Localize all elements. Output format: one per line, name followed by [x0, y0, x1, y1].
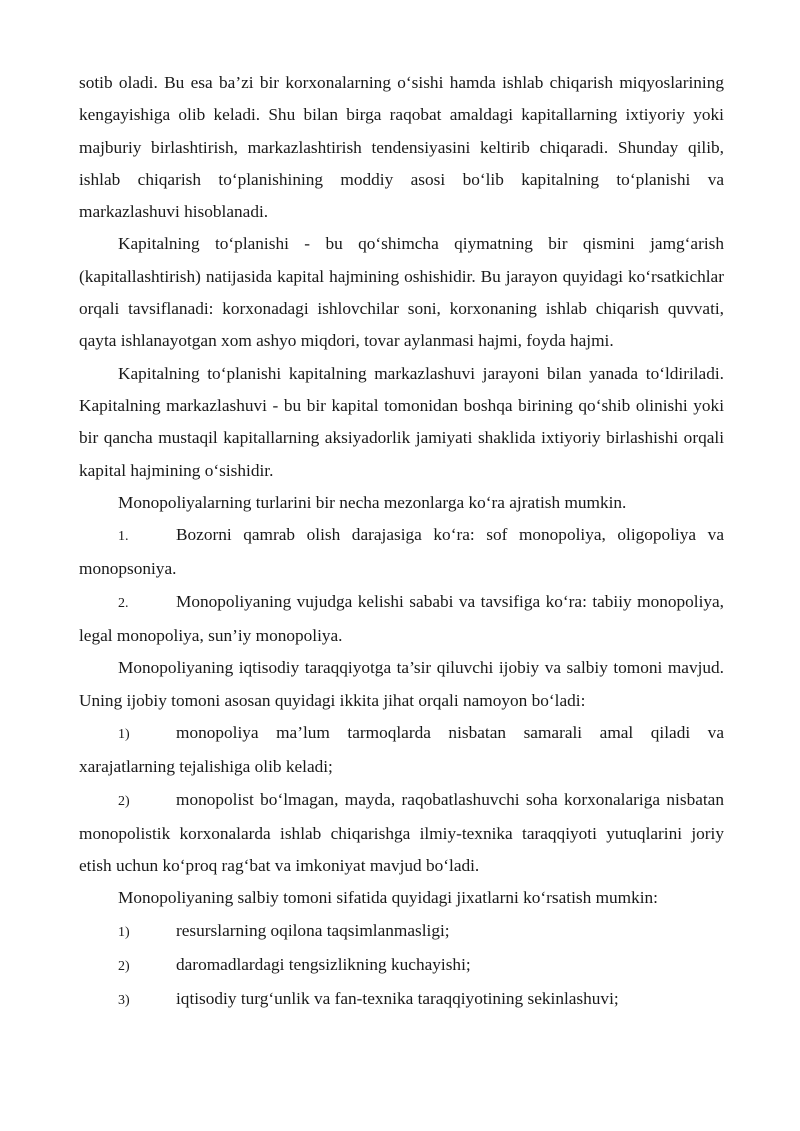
list-number: 2.	[118, 595, 129, 611]
list-number: 3)	[118, 993, 130, 1009]
list-item-text: monopolist bo‘lmagan, mayda, raqobatlashuvchi soha korxonalariga nisbatan monopolistik korxonalarda ishlab chiqarishga ilmiy-texnika taraqqiyoti yutuqlarini joriy etish uchun ko‘proq rag‘bat va imkoniyat mavjud bo‘ladi.	[79, 789, 724, 876]
list-item-text: resurslarning oqilona taqsimlanmasligi;	[176, 920, 450, 940]
list-item	[79, 949, 724, 983]
list-number: 1.	[118, 529, 129, 545]
list-item	[79, 717, 724, 784]
list-item	[79, 915, 724, 949]
paragraph: sotib oladi. Bu esa ba’zi bir korxonalarning o‘sishi hamda ishlab chiqarish miqyoslarining kengayishiga olib keladi. Shu bilan birga raqobat amaldagi kapitallarning ixtiyoriy yoki majburiy birlashtirish, markazlashtirish tendensiyasini keltirib chiqaradi. Shunday qilib, ishlab chiqarish to‘planishining moddiy asosi bo‘lib kapitalning to‘planishi va markazlashuvi hisoblanadi.	[79, 73, 724, 222]
list-item-text: Monopoliyaning vujudga kelishi sababi va tavsifiga ko‘ra: tabiiy monopoliya, legal monopoliya, sun’iy monopoliya.	[79, 591, 724, 646]
paragraph: Monopoliyaning salbiy tomoni sifatida quyidagi jixatlarni ko‘rsatish mumkin:	[118, 888, 658, 908]
paragraph: Monopoliyaning iqtisodiy taraqqiyotga ta’sir qiluvchi ijobiy va salbiy tomoni mavjud. Uning ijobiy tomoni asosan quyidagi ikkita jihat orqali namoyon bo‘ladi:	[79, 658, 724, 710]
list-item-text: iqtisodiy turg‘unlik va fan-texnika taraqqiyotining sekinlashuvi;	[176, 989, 619, 1009]
list-item-text: monopoliya ma’lum tarmoqlarda nisbatan samarali amal qiladi va xarajatlarning tejalishiga olib keladi;	[79, 722, 724, 777]
list-item	[79, 586, 724, 653]
paragraph: Monopoliyalarning turlarini bir necha mezonlarga ko‘ra ajratish mumkin.	[118, 492, 627, 512]
list-item	[79, 983, 724, 1017]
list-number: 1)	[118, 726, 130, 742]
list-item	[79, 784, 724, 883]
list-item-text: daromadlardagi tengsizlikning kuchayishi;	[176, 955, 471, 975]
list-number: 1)	[118, 924, 130, 940]
list-item-text: Bozorni qamrab olish darajasiga ko‘ra: sof monopoliya, oligopoliya va monopsoniya.	[79, 525, 724, 579]
list-number: 2)	[118, 793, 130, 809]
paragraph: Kapitalning to‘planishi - bu qo‘shimcha qiymatning bir qismini jamg‘arish (kapitallashtirish) natijasida kapital hajmining oshishidir. Bu jarayon quyidagi ko‘rsatkichlar orqali tavsiflanadi: korxonadagi ishlovchilar soni, korxonaning ishlab chiqarish quvvati, qayta ishlanayotgan xom ashyo miqdori, tovar aylanmasi hajmi, foyda hajmi.	[79, 234, 724, 351]
list-number: 2)	[118, 959, 130, 975]
paragraph: Kapitalning to‘planishi kapitalning markazlashuvi jarayoni bilan yanada to‘ldiriladi. Kapitalning markazlashuvi - bu bir kapital tomonidan boshqa birining qo‘shib olinishi yoki bir qancha mustaqil kapitallarning aksiyadorlik jamiyati shaklida ixtiyoriy birlashishi orqali kapital hajmining o‘sishidir.	[79, 363, 724, 480]
document-page	[79, 67, 724, 1018]
list-item	[79, 519, 724, 586]
